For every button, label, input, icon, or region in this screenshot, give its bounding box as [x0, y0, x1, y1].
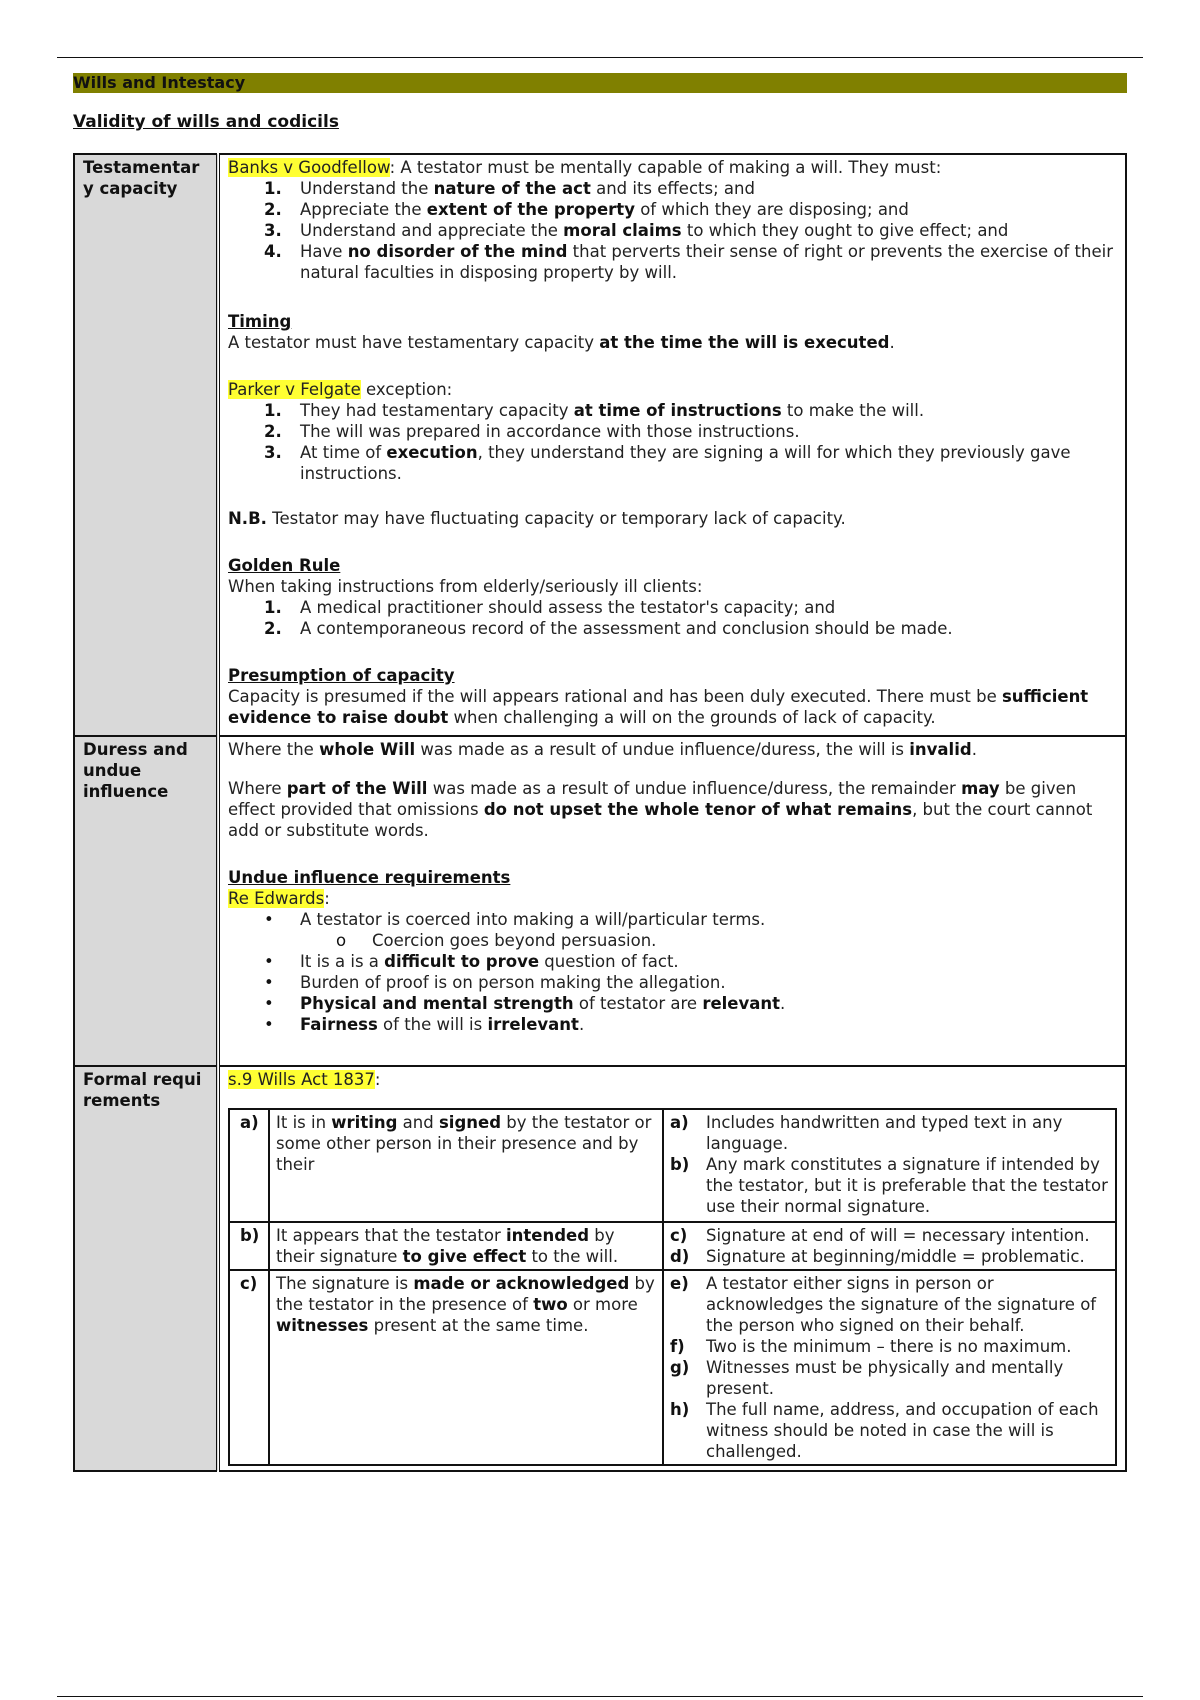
parker-list	[228, 400, 1117, 484]
requirement-notes	[663, 1109, 1116, 1222]
table-row	[74, 736, 1126, 1066]
requirement-text: It appears that the testator intended by their signature to give effect to the will.	[269, 1222, 663, 1270]
golden-list	[228, 597, 1117, 639]
row-heading-duress: Duress and undue influence	[74, 736, 218, 1066]
requirement-notes	[663, 1270, 1116, 1465]
statute-intro: s.9 Wills Act 1837:	[228, 1070, 381, 1089]
list-item: • Burden of proof is on person making the allegation.	[300, 972, 1117, 993]
list-item: • Physical and mental strength of testator are relevant.	[300, 993, 1117, 1014]
table-row	[229, 1222, 1116, 1270]
whole-will-text: Where the whole Will was made as a result of undue influence/duress, the will is invalid.	[228, 740, 977, 759]
table-row	[229, 1109, 1116, 1222]
note-item: a) Includes handwritten and typed text in any language.	[670, 1113, 1063, 1153]
requirement-notes	[663, 1222, 1116, 1270]
list-item: Appreciate the extent of the property of which they are disposing; and	[300, 200, 909, 219]
list-item: • A testator is coerced into making a will/particular terms.	[300, 909, 1117, 930]
statute-name: s.9 Wills Act 1837	[228, 1070, 375, 1089]
timing-heading: Timing	[228, 312, 292, 331]
nb-note: N.B. Testator may have fluctuating capacity or temporary lack of capacity.	[228, 509, 846, 528]
case-name: Banks v Goodfellow	[228, 158, 390, 177]
requirement-text: The signature is made or acknowledged by the testator in the presence of two or more witnesses present at the same time.	[269, 1270, 663, 1465]
validity-table	[73, 153, 1127, 1472]
formal-content	[218, 1066, 1126, 1471]
list-item: They had testamentary capacity at time of instructions to make the will.	[300, 401, 925, 420]
banks-list	[228, 178, 1117, 283]
row-heading-formal: Formal requirements	[74, 1066, 218, 1471]
note-item: h) The full name, address, and occupation of each witness should be noted in case the will is challenged.	[670, 1400, 1099, 1461]
section-banner: Wills and Intestacy	[73, 73, 1127, 93]
list-item: o Coercion goes beyond persuasion.	[300, 930, 1117, 951]
capacity-content	[218, 154, 1126, 736]
list-item: The will was prepared in accordance with those instructions.	[300, 422, 800, 441]
banks-intro: Banks v Goodfellow: A testator must be mentally capable of making a will. They must:	[228, 158, 942, 177]
edwards-list	[228, 909, 1117, 1035]
section-subtitle: Validity of wills and codicils	[73, 112, 339, 132]
list-item: Have no disorder of the mind that perverts their sense of right or prevents the exercise of their natural faculties in disposing property by will.	[300, 242, 1113, 282]
case-name: Re Edwards	[228, 889, 325, 908]
note-item: e) A testator either signs in person or acknowledges the signature of the signature of the person who signed on their behalf.	[670, 1274, 1097, 1335]
timing-text: A testator must have testamentary capacity at the time the will is executed.	[228, 333, 895, 352]
list-item: At time of execution, they understand they are signing a will for which they previously gave instructions.	[300, 443, 1071, 483]
note-item: b) Any mark constitutes a signature if intended by the testator, but it is preferable that the testator use their normal signature.	[670, 1155, 1108, 1216]
table-row	[74, 1066, 1126, 1471]
requirement-letter: b)	[229, 1222, 269, 1270]
table-row	[229, 1270, 1116, 1465]
list-item: A medical practitioner should assess the testator's capacity; and	[300, 598, 836, 617]
presumption-text: Capacity is presumed if the will appears rational and has been duly executed. There must be sufficient evidence to raise doubt when challenging a will on the grounds of lack of capacity.	[228, 687, 1089, 727]
presumption-heading: Presumption of capacity	[228, 666, 455, 685]
list-item: A contemporaneous record of the assessment and conclusion should be made.	[300, 619, 953, 638]
requirement-text: It is in writing and signed by the testator or some other person in their presence and by their	[269, 1109, 663, 1222]
note-item: g) Witnesses must be physically and mentally present.	[670, 1358, 1064, 1398]
requirement-letter: a)	[229, 1109, 269, 1222]
table-row	[74, 154, 1126, 736]
list-item: • It is a is a difficult to prove question of fact.	[300, 951, 1117, 972]
requirements-table	[228, 1108, 1117, 1466]
list-item: Understand and appreciate the moral claims to which they ought to give effect; and	[300, 221, 1009, 240]
golden-rule-heading: Golden Rule	[228, 556, 341, 575]
edwards-intro: Re Edwards:	[228, 889, 330, 908]
case-name: Parker v Felgate	[228, 380, 361, 399]
part-will-text: Where part of the Will was made as a result of undue influence/duress, the remainder may be given effect provided that omissions do not upset the whole tenor of what remains, but the court cannot add or substitute words.	[228, 779, 1093, 840]
list-item: Understand the nature of the act and its effects; and	[300, 179, 755, 198]
golden-intro: When taking instructions from elderly/seriously ill clients:	[228, 577, 703, 596]
row-heading-capacity: Testamentary capacity	[74, 154, 218, 736]
note-item: d) Signature at beginning/middle = problematic.	[670, 1247, 1085, 1266]
parker-intro: Parker v Felgate exception:	[228, 380, 453, 399]
note-item: c) Signature at end of will = necessary intention.	[670, 1226, 1090, 1245]
requirement-letter: c)	[229, 1270, 269, 1465]
note-item: f) Two is the minimum – there is no maximum.	[670, 1337, 1072, 1356]
footer-rule	[57, 1696, 1143, 1697]
duress-content	[218, 736, 1126, 1066]
header-rule	[57, 57, 1143, 58]
list-item: • Fairness of the will is irrelevant.	[300, 1014, 1117, 1035]
undue-influence-heading: Undue influence requirements	[228, 868, 511, 887]
